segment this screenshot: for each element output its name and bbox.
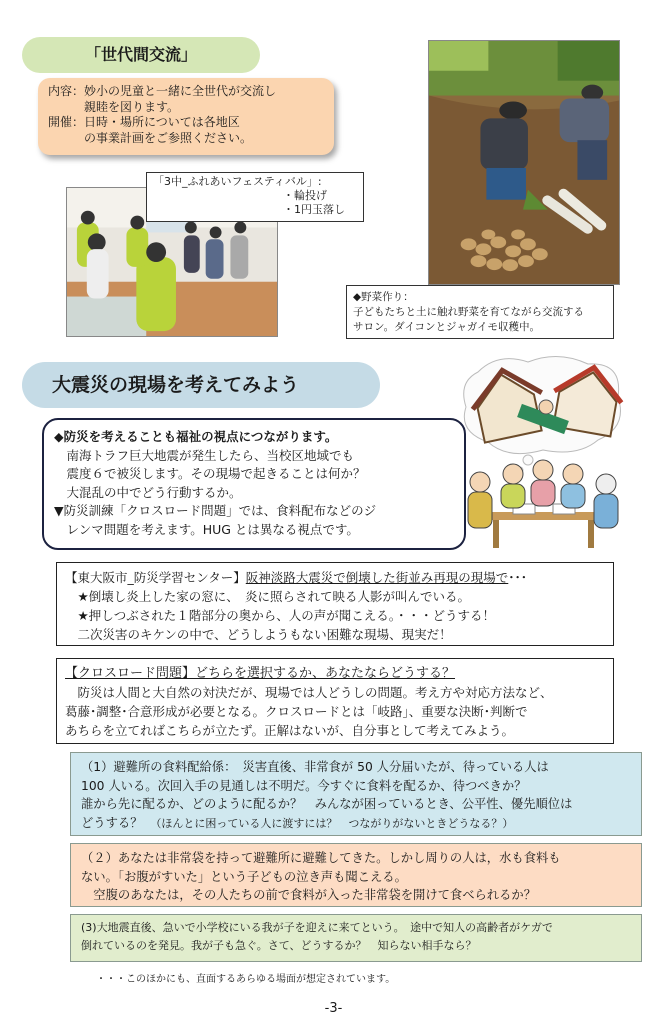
question-1-line: 誰から先に配るか、どのように配るか？ みんなが困っているとき、公平性、優先順位は (81, 797, 573, 811)
center-box-line: 二次災害のキケンの中で、どうしようもない困難な現場、現実だ！ (65, 627, 452, 642)
disaster-intro-box (42, 418, 466, 550)
disaster-heading: 大震災の現場を考えてみよう (22, 362, 380, 408)
crossroad-line: 葛藤･調整･合意形成が必要となる。クロスロードとは「岐路」、重要な決断･判断で (65, 704, 528, 719)
exchange-info-box (38, 78, 334, 155)
intro-line: レンマ問題を考えます。HUG とは異なる視点です。 (54, 521, 359, 537)
farming-caption (346, 285, 614, 339)
intro-line: ▼防災訓練「クロスロード問題」では、食料配布などのジ (54, 503, 377, 518)
footnote: ・・・このほかにも、直面するあらゆる場面が想定されています。 (96, 974, 396, 985)
info-line: 開催：日時・場所については各地区 (48, 115, 240, 129)
intro-line: 大混乱の中でどう行動するか。 (54, 484, 242, 500)
question-1-box (70, 752, 642, 836)
question-1-line: 100 人いる。次回入手の見通しは不明だ。今すぐに食料を配るか、待つべきか？ (81, 778, 527, 793)
intro-line: 南海トラフ巨大地震が発生したら、当校区地域でも (54, 447, 355, 463)
farming-caption-line: 子どもたちと土に触れ野菜を育てながら交流する (353, 306, 584, 318)
intro-line: 震度６で被災します。その現場で起きることは何か？ (54, 466, 366, 481)
question-1-line: （1）避難所の食料配給係： 災害直後、非常食が 50 人分届いたが、待っている人は (81, 760, 549, 774)
festival-caption-line: ・輪投げ (283, 189, 327, 202)
crossroad-title: 【クロスロード問題】どちらを選択するか、あなたならどうする？ (65, 666, 456, 681)
page-number: -3- (324, 1001, 343, 1016)
center-box-title (65, 568, 605, 587)
farming-caption-line: ◆野菜作り： (353, 291, 414, 303)
crossroad-line: あちらを立てればこちらが立たず。正解はないが、自分事として考えてみよう。 (65, 723, 515, 738)
question-2-line: 空腹のあなたは，その人たちの前で食料が入った非常袋を開けて食べられるか？ (81, 888, 536, 902)
festival-caption-line: ・1円玉落し (283, 203, 345, 216)
question-2-box (70, 843, 642, 907)
question-3-line: 倒れているのを発見。我が子も急ぐ。さて、どうするか？ 知らない相手なら？ (81, 939, 477, 952)
question-1-note: （ほんとに困っている人に渡すには？ つながりがないときどうなる？） (150, 816, 514, 830)
farming-caption-line: サロン。ダイコンとジャガイモ収穫中。 (353, 321, 541, 333)
center-title-underlined: 阪神淡路大震災で倒壊した街並み再現の現場で (245, 570, 509, 585)
question-3-line: (3)大地震直後、急いで小学校にいる我が子を迎えに来てという。 途中で知人の高齢者がケガで (81, 921, 553, 934)
question-1-line (81, 814, 631, 834)
question-3-box (70, 914, 642, 962)
question-1-last: どうする？ (81, 815, 143, 830)
vegetable-farming-photo (428, 40, 620, 285)
festival-caption-line: 「3中_ふれあいフェスティバル」: (153, 175, 322, 188)
intro-line: ◆防災を考えることも福祉の視点につながります。 (54, 429, 338, 444)
center-title-plain: 【東大阪市_防災学習センター】 (65, 570, 246, 585)
question-2-line: ない。「お腹がすいた」という子どもの泣き声も聞こえる。 (81, 869, 407, 884)
center-title-tail: ･･･ (508, 570, 528, 585)
info-line: 内容：妙小の児童と一緒に全世代が交流し (48, 84, 277, 98)
crossroad-box (56, 658, 614, 744)
generation-exchange-heading: 「世代間交流」 (22, 37, 260, 73)
crossroad-line: 防災は人間と大自然の対決だが、現場では人どうしの問題。考え方や対応方法など、 (65, 685, 553, 700)
center-box-line: ★押しつぶされた１階部分の奥から、人の声が聞こえる。・・・どうする！ (65, 608, 495, 623)
info-line: 親睦を図ります。 (48, 99, 180, 114)
disaster-center-box (56, 562, 614, 646)
question-2-line: （２）あなたは非常袋を持って避難所に避難してきた。しかし周りの人は，水も食料も (81, 851, 561, 865)
festival-caption (146, 172, 364, 222)
earthquake-discussion-illustration (458, 352, 628, 552)
center-box-line: ★倒壊し炎上した家の窓に、 炎に照らされて映る人影が叫んでいる。 (65, 589, 470, 604)
info-line: の事業計画をご参照ください。 (48, 130, 253, 145)
